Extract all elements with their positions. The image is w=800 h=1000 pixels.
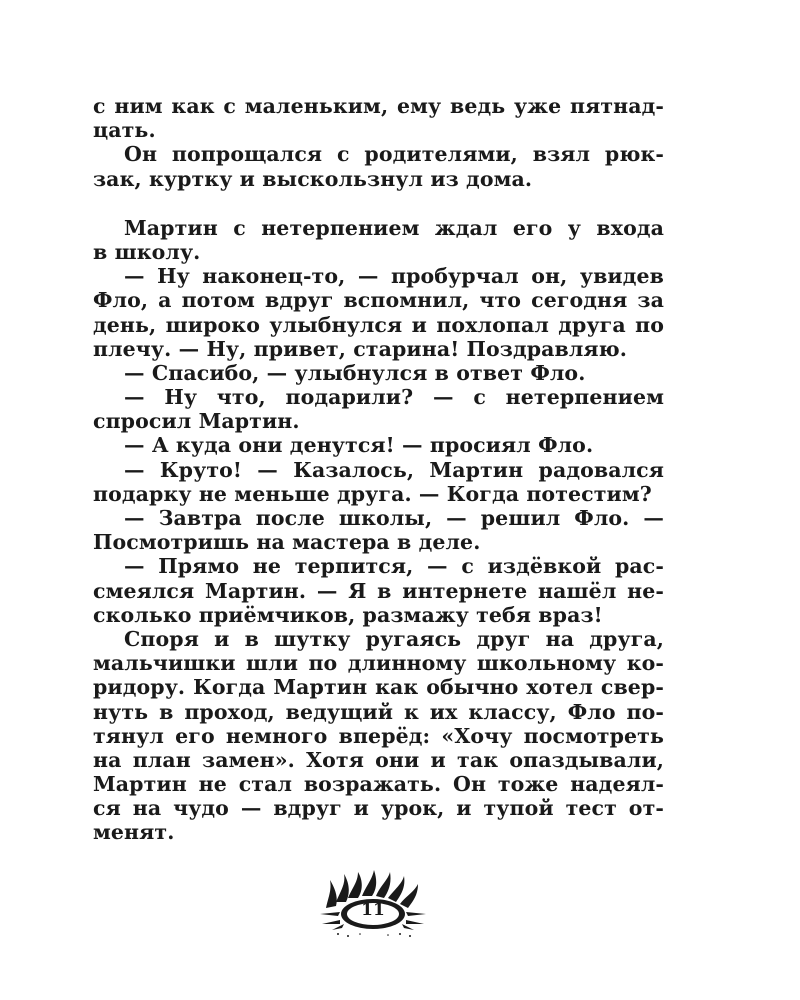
body-text: [93, 94, 664, 845]
text-line: Он попрощался с родителями, взял рюк-: [124, 142, 664, 167]
text-line: ся на чудо — вдруг и урок, и тупой тест от-: [93, 796, 664, 821]
section-break: [93, 191, 664, 216]
text-line: плечу. — Ну, привет, старина! Поздравляю.: [93, 336, 628, 361]
text-line: на план замен». Хотя они и так опаздывали,: [93, 747, 664, 772]
text-line: — Ну наконец-то, — пробурчал он, увидев: [124, 264, 664, 289]
text-line: нуть в проход, ведущий к их классу, Фло по-: [93, 699, 664, 724]
text-line: ридору. Когда Мартин как обычно хотел свер-: [93, 675, 664, 700]
text-line: с ним как с маленьким, ему ведь уже пятнад-: [93, 94, 664, 118]
text-line: Фло, а потом вдруг вспомнил, что сегодня за: [93, 288, 664, 313]
text-line: мальчишки шли по длинному школьному ко-: [93, 651, 664, 676]
text-line: подарку не меньше друга. — Когда потестим?: [93, 481, 652, 506]
text-line: — Завтра после школы, — решил Фло. —: [124, 506, 664, 530]
text-line: Мартин с нетерпением ждал его у входа: [124, 215, 664, 240]
text-line: в школу.: [93, 239, 201, 264]
text-line: смеялся Мартин. — Я в интернете нашёл не-: [93, 578, 664, 603]
text-line: — А куда они денутся! — просиял Фло.: [124, 433, 594, 458]
text-line: — Круто! — Казалось, Мартин радовался: [124, 457, 664, 482]
text-line: менят.: [93, 820, 175, 845]
text-line: — Ну что, подарили? — с нетерпением: [124, 385, 664, 410]
text-line: тянул его немного вперёд: «Хочу посмотреть: [93, 723, 664, 748]
text-line: Споря и в шутку ругаясь друг на друга,: [124, 626, 664, 651]
text-line: спросил Мартин.: [93, 409, 300, 434]
text-line: сколько приёмчиков, размажу тебя враз!: [93, 602, 603, 627]
text-line: день, широко улыбнулся и похлопал друга по: [93, 312, 664, 337]
page-number: 11: [361, 900, 385, 920]
text-line: — Прямо не терпится, — с издёвкой рас-: [124, 554, 664, 579]
text-line: Мартин не стал возражать. Он тоже надеял-: [93, 772, 664, 797]
text-line: Посмотришь на мастера в деле.: [93, 530, 481, 555]
text-line: зак, куртку и выскользнул из дома.: [93, 166, 533, 191]
text-line: цать.: [93, 118, 156, 143]
text-line: — Спасибо, — улыбнулся в ответ Фло.: [124, 360, 586, 385]
